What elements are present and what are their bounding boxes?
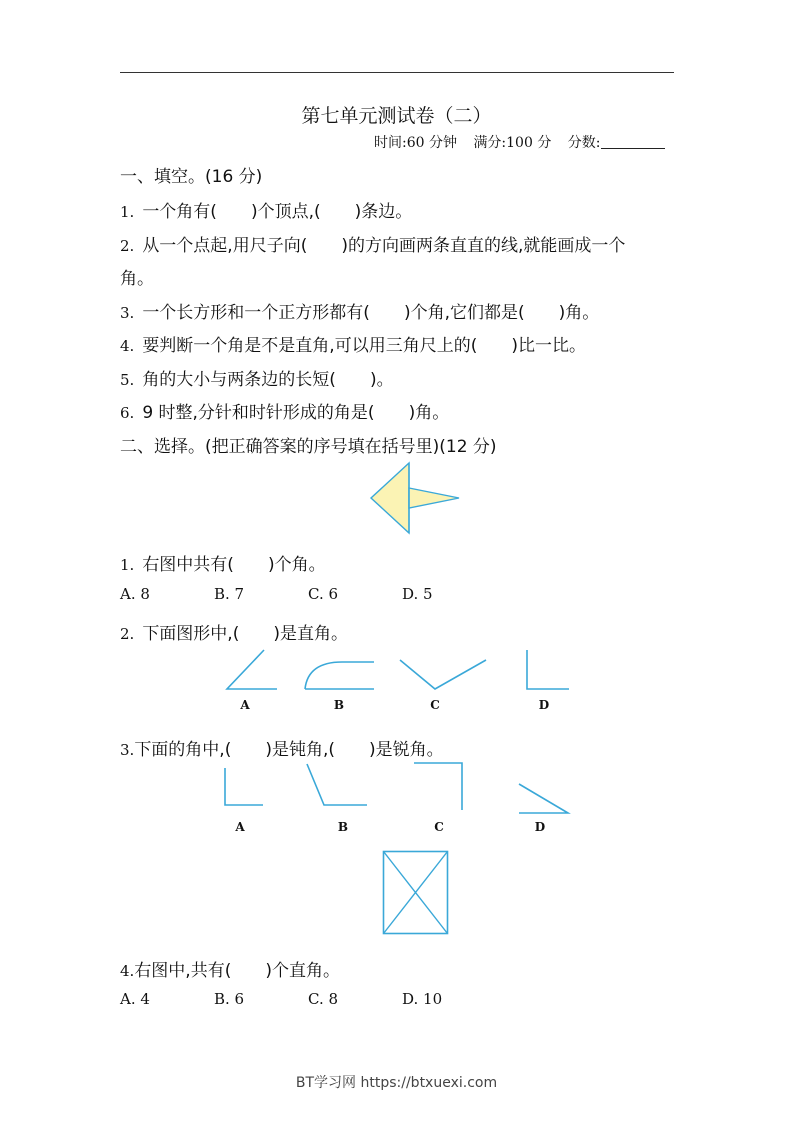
fill-question-1	[120, 197, 412, 222]
fill-question-4	[120, 331, 586, 356]
time-limit: 时间:60 分钟	[374, 135, 457, 151]
question-text: 下面图形中,( )是直角。	[142, 624, 348, 644]
question-number: 2.	[120, 237, 135, 255]
q2-angle-d	[524, 648, 572, 692]
q3-label-b: B	[337, 820, 349, 834]
arrow-figure	[370, 462, 462, 534]
question-text: 一个长方形和一个正方形都有( )个角,它们都是( )角。	[142, 303, 600, 323]
q2-angle-a	[224, 648, 280, 692]
question-number: 3.	[120, 741, 135, 759]
question-number: 2.	[120, 625, 135, 643]
q2-angle-c	[398, 656, 490, 692]
question-text: 下面的角中,( )是钝角,( )是锐角。	[134, 740, 444, 760]
question-number: 1.	[120, 203, 135, 221]
question-text: 角的大小与两条边的长短( )。	[142, 370, 394, 390]
option-a[interactable]: A. 8	[120, 585, 150, 603]
option-d[interactable]: D. 5	[402, 585, 433, 603]
question-text: 从一个点起,用尺子向( )的方向画两条直直的线,就能画成一个	[142, 236, 626, 256]
q3-angle-a	[222, 766, 266, 808]
question-text: 右图中共有( )个角。	[142, 555, 326, 575]
q4-rectangle-figure	[382, 850, 450, 936]
q3-label-d: D	[534, 820, 546, 834]
option-b[interactable]: B. 6	[214, 990, 245, 1008]
question-number: 3.	[120, 304, 135, 322]
option-a[interactable]: A. 4	[120, 990, 150, 1008]
option-c[interactable]: C. 6	[308, 585, 339, 603]
choice-question-2	[120, 619, 348, 644]
q1-options	[120, 585, 496, 603]
page-title: 第七单元测试卷（二）	[301, 105, 492, 127]
option-c[interactable]: C. 8	[308, 990, 339, 1008]
fill-question-5	[120, 365, 394, 390]
q4-options	[120, 990, 496, 1008]
q3-label-c: C	[434, 820, 444, 834]
q3-label-a: A	[235, 820, 245, 834]
fill-question-3	[120, 298, 599, 323]
score-blank[interactable]	[601, 134, 665, 149]
question-text: 要判断一个角是不是直角,可以用三角尺上的( )比一比。	[142, 336, 586, 356]
q2-angle-b	[302, 658, 378, 692]
question-text: 9 时整,分针和时针形成的角是( )角。	[142, 403, 450, 423]
question-number: 5.	[120, 371, 135, 389]
q2-label-a: A	[240, 698, 250, 712]
q2-label-d: D	[538, 698, 550, 712]
arrow-tail	[409, 488, 459, 508]
choice-question-3	[120, 735, 444, 760]
question-number: 1.	[120, 556, 135, 574]
q2-label-c: C	[430, 698, 440, 712]
q2-label-b: B	[333, 698, 345, 712]
option-d[interactable]: D. 10	[402, 990, 443, 1008]
question-number: 6.	[120, 404, 135, 422]
arrow-shape	[371, 463, 409, 533]
header-rule	[120, 72, 674, 73]
option-b[interactable]: B. 7	[214, 585, 245, 603]
exam-meta	[374, 132, 665, 152]
q3-angle-c	[412, 760, 466, 812]
choice-question-4	[120, 956, 340, 981]
section2-heading: 二、选择。(把正确答案的序号填在括号里)(12 分)	[120, 437, 497, 457]
choice-question-1	[120, 550, 326, 575]
section1-heading: 一、填空。(16 分)	[120, 167, 263, 187]
question-text: 角。	[120, 269, 154, 289]
question-number: 4.	[120, 962, 135, 980]
footer-watermark[interactable]: BT学习网 https://btxuexi.com	[295, 1075, 498, 1091]
question-number: 4.	[120, 337, 135, 355]
fill-question-2	[120, 231, 625, 256]
score-label: 分数:	[567, 135, 601, 151]
question-text: 一个角有( )个顶点,( )条边。	[142, 202, 413, 222]
fill-question-6	[120, 398, 449, 423]
full-score: 满分:100 分	[473, 135, 552, 151]
q3-angle-b	[304, 762, 370, 808]
question-text: 右图中,共有( )个直角。	[134, 961, 340, 981]
q3-angle-d	[516, 782, 572, 816]
fill-question-2-cont	[120, 264, 154, 289]
